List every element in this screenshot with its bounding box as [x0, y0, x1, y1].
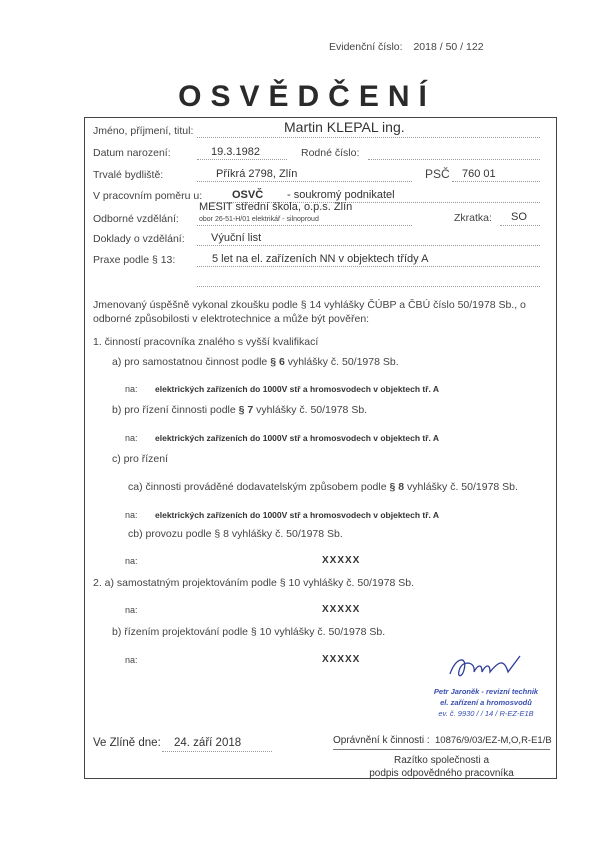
birth-value: 19.3.1982 [211, 146, 260, 158]
item-c: c) pro řízení [112, 453, 169, 465]
birth-label: Datum narození: [93, 147, 171, 159]
item-a-scope: elektrických zařízeních do 1000V stř a hromosvodech v objektech tř. A [155, 384, 440, 394]
item-ca-post: vyhlášky č. 50/1978 Sb. [404, 481, 518, 493]
education-field: obor 26-51-H/01 elektrikář - silnoproud [199, 216, 319, 223]
postcode-underline [452, 181, 540, 182]
section-1-title: 1. činností pracovníka znalého s vyšší kvalifikací [93, 336, 319, 348]
address-underline [197, 181, 412, 182]
practice-label: Praxe podle § 13: [93, 254, 176, 266]
practice-underline-2 [197, 286, 540, 287]
item-2a-na-label: na: [125, 605, 138, 615]
place-date-label: Ve Zlíně dne: [93, 737, 161, 749]
stamp-line-2: el. zařízení a hromosvodů [440, 698, 532, 707]
education-label: Odborné vzdělání: [93, 213, 179, 225]
registration-number-label: Evidenční číslo: [329, 41, 403, 53]
postcode-value: 760 01 [462, 168, 496, 180]
stamp-line-3: ev. č. 9930 / / 14 / R-EZ-E1B [438, 709, 534, 718]
item-ca-scope: elektrických zařízeních do 1000V stř a hromosvodech v objektech tř. A [155, 510, 440, 520]
authorization-underline [333, 749, 550, 750]
birth-number-underline [368, 159, 540, 160]
item-b-pre: b) pro řízení činnosti podle [112, 404, 239, 416]
item-a-paragraph: § 6 [270, 356, 285, 368]
company-stamp-label [333, 754, 550, 780]
item-b-scope: elektrických zařízeních do 1000V stř a hromosvodech v objektech tř. A [155, 433, 440, 443]
item-ca [128, 481, 518, 493]
practice-value: 5 let na el. zařízeních NN v objektech třídy A [212, 253, 429, 265]
item-2b: b) řízením projektování podle § 10 vyhlášky č. 50/1978 Sb. [112, 626, 386, 638]
signature [446, 652, 526, 684]
abbreviation-value: SO [511, 211, 527, 223]
item-b [112, 404, 367, 416]
education-school: MESIT střední škola, o.p.s. Zlín [199, 201, 353, 213]
item-2a-none: XXXXX [322, 604, 361, 615]
item-cb-na-label: na: [125, 556, 138, 566]
item-a-pre: a) pro samostatnou činnost podle [112, 356, 271, 368]
item-ca-pre: ca) činnosti prováděné dodavatelským způsobem podle [128, 481, 390, 493]
practice-underline [197, 266, 540, 267]
authorization-value: 10876/9/03/EZ-M,O,R-E1/B [435, 735, 552, 746]
item-2b-none: XXXXX [322, 654, 361, 665]
employment-label: V pracovním poměru u: [93, 190, 203, 202]
item-cb-none: XXXXX [322, 555, 361, 566]
place-date-value: 24. září 2018 [174, 737, 242, 749]
technician-stamp [430, 686, 542, 719]
item-ca-na-label: na: [125, 510, 138, 520]
postcode-label: PSČ [425, 167, 450, 181]
abbreviation-underline [500, 225, 540, 226]
item-a-na-label: na: [125, 384, 138, 394]
item-b-post: vyhlášky č. 50/1978 Sb. [253, 404, 368, 416]
address-value: Příkrá 2798, Zlín [216, 168, 298, 180]
intro-paragraph: Jmenovaný úspěšně vykonal zkoušku podle § 14 vyhlášky ČÚBP a ČBÚ číslo 50/1978 Sb., o odborné způsobilosti v elektrotechnice a může být pověřen: [93, 299, 526, 325]
employment-value: OSVČ [232, 189, 264, 201]
abbreviation-label: Zkratka: [454, 212, 492, 224]
education-underline [197, 225, 412, 226]
item-2a: 2. a) samostatným projektováním podle § 10 vyhlášky č. 50/1978 Sb. [93, 577, 415, 589]
item-2b-na-label: na: [125, 655, 138, 665]
documents-underline [197, 245, 540, 246]
registration-number [329, 41, 484, 53]
item-ca-paragraph: § 8 [389, 481, 405, 493]
item-b-na-label: na: [125, 433, 138, 443]
address-label: Trvalé bydliště: [93, 169, 164, 181]
item-cb: cb) provozu podle § 8 vyhlášky č. 50/1978 Sb. [128, 528, 343, 540]
item-a-post: vyhlášky č. 50/1978 Sb. [284, 356, 399, 368]
company-stamp-label-2: podpis odpovědného pracovníka [369, 768, 514, 779]
name-label: Jméno, příjmení, titul: [93, 125, 194, 137]
birth-underline [197, 159, 287, 160]
registration-number-value: 2018 / 50 / 122 [413, 41, 484, 53]
company-stamp-label-1: Razítko společnosti a [393, 755, 490, 766]
item-a [112, 356, 399, 368]
name-value: Martin KLEPAL ing. [284, 119, 405, 135]
birth-number-label: Rodné číslo: [301, 147, 360, 159]
item-b-paragraph: § 7 [238, 404, 254, 416]
place-date-underline [162, 751, 272, 752]
authorization-label: Oprávnění k činnosti : [333, 735, 430, 746]
document-title: OSVĚDČENÍ [178, 80, 436, 113]
employment-note: - soukromý podnikatel [287, 189, 395, 201]
stamp-line-1: Petr Jaroněk - revizní technik [433, 687, 539, 696]
documents-label: Doklady o vzdělání: [93, 233, 185, 245]
name-underline [197, 137, 540, 138]
documents-value: Výuční list [211, 232, 262, 244]
